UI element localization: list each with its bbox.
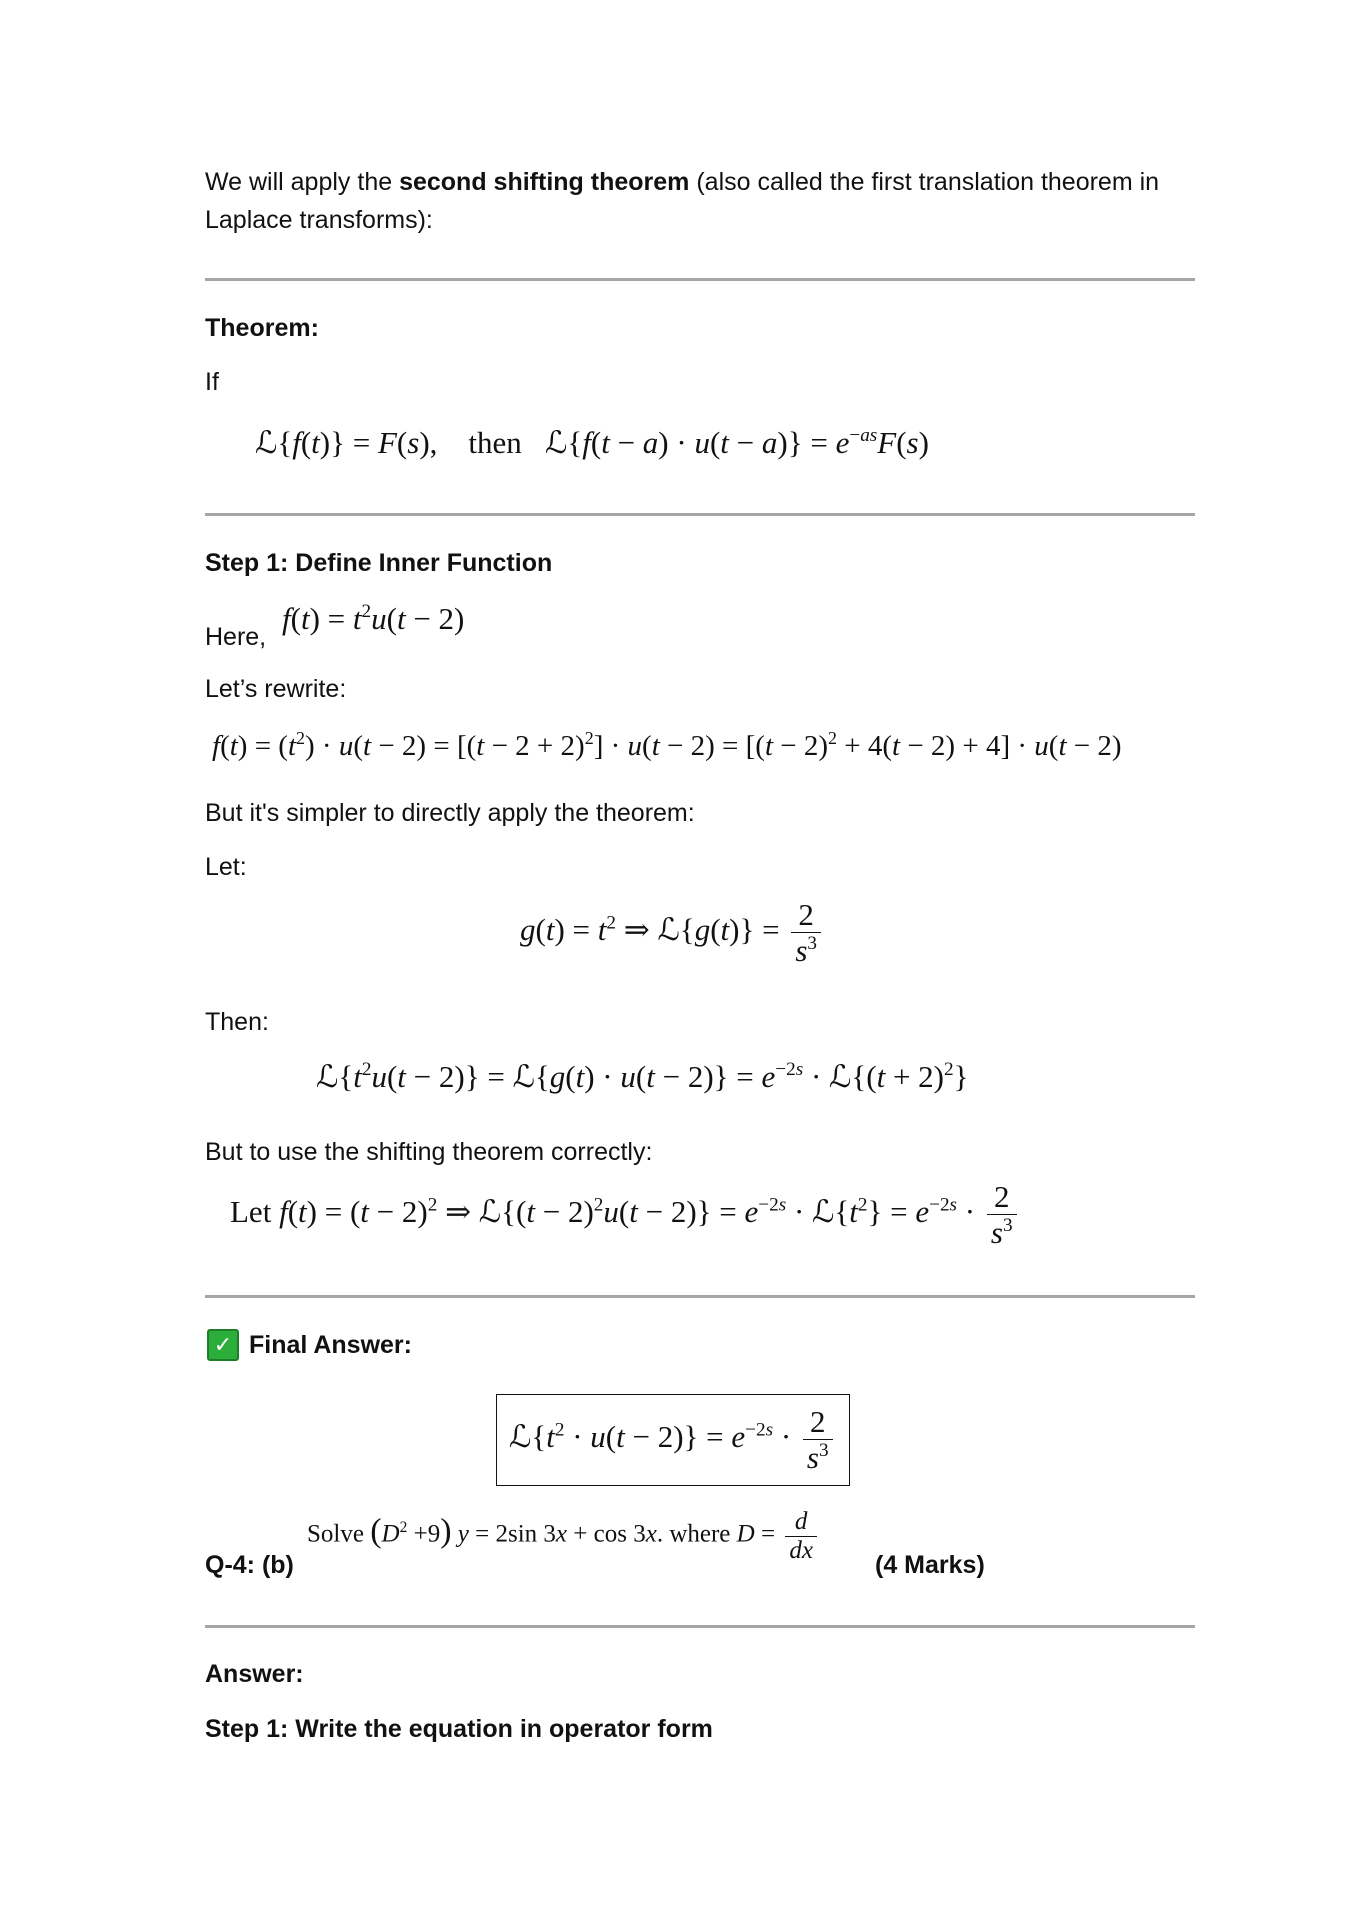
- question-problem: Solve $(D^2 +9) y = 2\sin$ 3x + cos 3x. where D = $\frac{d}{dx}$: [307, 1508, 821, 1564]
- intro-line-1: We will apply the second shifting theorem (also called the first translation theorem in: [205, 168, 1160, 196]
- theorem-if-label: If: [205, 368, 219, 396]
- fraction: $\frac{d}{dx}$: [785, 1508, 817, 1564]
- question-label: Q-4: (b): [205, 1551, 294, 1579]
- divider: [205, 278, 1195, 281]
- answer-step1-heading: Step 1: Write the equation in operator form: [205, 1715, 713, 1743]
- fraction: $\frac{2}{s^3}$: [803, 1405, 833, 1475]
- here-formula: $f(t) = t^2u(t - 2)$: [282, 601, 465, 636]
- intro-bold-term: second shifting theorem: [399, 168, 690, 196]
- divider: [205, 1295, 1195, 1298]
- divider: [205, 1625, 1195, 1628]
- theorem-heading: Theorem:: [205, 314, 319, 342]
- g-formula: $g(t) = t^2$ ⇒ ℒ{g(t)} = $\frac{2}{s^3}$: [520, 898, 825, 968]
- fraction: $\frac{2}{s^3}$: [987, 1180, 1017, 1250]
- let-label: Let:: [205, 853, 247, 881]
- final-heading: Final Answer:: [249, 1331, 412, 1359]
- final-answer-box: $ℒ\{t^2 \cdot u(t - 2)\} = e^{-2s}$ · $\frac{2}{s^3}$: [496, 1394, 850, 1486]
- simpler-text: But it's simpler to directly apply the theorem:: [205, 799, 695, 827]
- answer-heading: Answer:: [205, 1660, 304, 1688]
- here-label: Here,: [205, 623, 267, 651]
- intro-line-2: Laplace transforms):: [205, 206, 433, 234]
- check-icon: ✓: [207, 1329, 239, 1361]
- theorem-formula: ℒ{f(t)} = F(s), then ℒ{f(t − $a) \cdot u(t - a)\} = e^{-as}F(s)$: [255, 425, 929, 460]
- then-label: Then:: [205, 1008, 269, 1036]
- correct-text: But to use the shifting theorem correctly:: [205, 1138, 653, 1166]
- step1-heading: Step 1: Define Inner Function: [205, 549, 553, 577]
- question-marks: (4 Marks): [875, 1551, 985, 1579]
- divider: [205, 513, 1195, 516]
- fraction: $\frac{2}{s^3}$: [791, 898, 821, 968]
- rewrite-label: Let’s rewrite:: [205, 675, 347, 703]
- rewrite-formula: $f(t) = (t^2) \cdot u(t - 2) = [(t - 2 + 2)^2] \cdot u(t - 2) = [(t - 2)^2 + 4(t - 2) + 4] \cdot u(t - 2)$: [212, 728, 1122, 763]
- then-formula: $ℒ\{t^2u(t - 2)\}$ = ℒ{g(t) · $u(t - 2)\} = e^{-2s}$ · ℒ{(t + 2)$^2$}: [316, 1059, 969, 1094]
- correct-formula: Let $f(t) = (t - 2)^2$ ⇒ ℒ{(t − $2)^2u(t - 2)\} = e^{-2s}$ · $ℒ\{t^2\} = e^{-2s}$ · $\frac{2}{s^3}$: [230, 1180, 1021, 1250]
